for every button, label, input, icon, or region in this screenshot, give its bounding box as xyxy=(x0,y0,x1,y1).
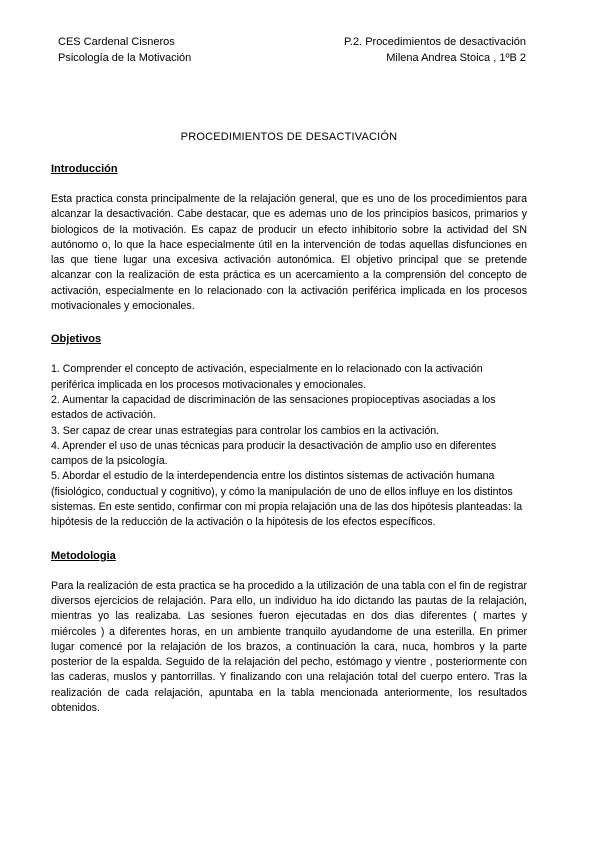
header-right xyxy=(344,34,526,66)
objectives-heading: Objetivos xyxy=(51,333,102,346)
intro-section xyxy=(51,162,527,314)
intro-text: Esta practica consta principalmente de la relajación general, que es uno de los procedimientos para alcanzar la desactivación. Cabe destacar, que es ademas uno de los principios basicos, primarios y biologicos de la motivación. Es capaz de producir un efecto inhibitorio sobre la actividad del SN autónomo o, lo que la hace especialmente útil en la intervención de todas aquellas disfunciones en las que tiene lugar una excesiva activación autonómica. El objetivo principal que se pretende alcanzar con la realización de esta práctica es un acercamiento a la comprensión del concepto de activación, especialmente en lo relacionado con la activación periférica implicada en los procesos motivacionales y emocionales. xyxy=(51,193,527,313)
document-title: PROCEDIMIENTOS DE DESACTIVACIÓN xyxy=(180,131,398,143)
objective-item: 2. Aumentar la capacidad de discriminación de las sensaciones propioceptivas asociadas a los estados de activación. xyxy=(51,393,496,422)
objectives-section xyxy=(51,332,527,530)
header-subject: Psicología de la Motivación xyxy=(58,52,192,64)
objective-item: 5. Abordar el estudio de la interdependencia entre los distintos sistemas de activación humana (fisiológico, conductual y cognitivo), y cómo la manipulación de uno de ellos influye en los distintos sistemas. En este sentido, confirmar con mi propia relajación una de las dos hipótesis planteadas: la hipótesis de la reducción de la activación o la hipótesis de los efectos específicos. xyxy=(51,470,523,529)
objective-item: 1. Comprender el concepto de activación, especialmente en lo relacionado con la activación periférica implicada en los procesos motivacionales y emocionales. xyxy=(51,363,483,391)
methodology-section xyxy=(51,549,527,717)
header-school: CES Cardenal Cisneros xyxy=(58,36,175,48)
objective-item: 4. Aprender el uso de unas técnicas para producir la desactivación de amplio uso en diferentes campos de la psicología. xyxy=(51,439,497,468)
intro-heading: Introducción xyxy=(51,163,118,175)
document-body xyxy=(51,130,527,734)
objective-item: 3. Ser capaz de crear unas estrategias para controlar los cambios en la activación. xyxy=(51,424,440,437)
methodology-heading: Metodologia xyxy=(51,549,116,562)
methodology-text: Para la realización de esta practica se ha procedido a la utilización de una tabla con el fin de registrar diversos ejercicios de relajación. Para ello, un individuo ha ido dictando las pautas de la relajación, mientras yo las realizaba. Las sesiones fueron ejecutadas en dos dias diferentes ( martes y miércoles ) a diferentes horas, en un ambiente tranquilo ayudandome de una esterilla. En primer lugar comencé por la relajación de los brazos, a continuación la cara, nuca, hombros y la parte posterior de la espalda. Seguido de la relajación del pecho, estómago y vientre , posteriormente con las caderas, muslos y pantorrillas. Y finalizando con una relajación total del cuerpo entero. Tras la realización de cada relajación, apuntaba en la tabla mencionada anteriormente, los resultados obtenidos. xyxy=(51,579,527,715)
header-practice: P.2. Procedimientos de desactivación xyxy=(343,36,526,48)
header-author: Milena Andrea Stoica , 1ºB 2 xyxy=(386,52,526,64)
header-left xyxy=(58,34,191,66)
